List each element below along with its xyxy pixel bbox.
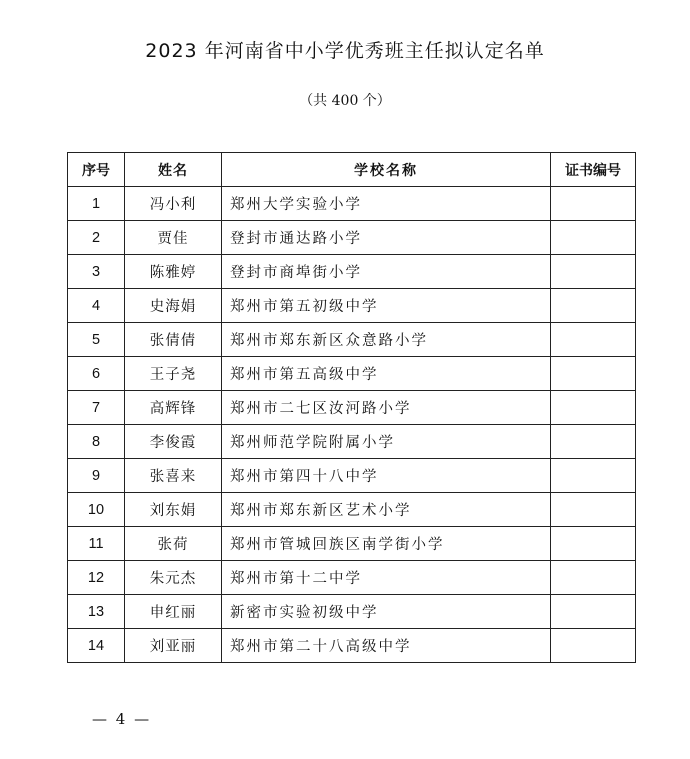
table-row — [68, 221, 636, 255]
row-number: 7 — [68, 391, 125, 425]
row-number: 6 — [68, 357, 125, 391]
row-school: 郑州市第五初级中学 — [222, 289, 551, 323]
row-school: 郑州大学实验小学 — [222, 187, 551, 221]
table-row — [68, 527, 636, 561]
row-certificate — [551, 255, 636, 289]
row-school: 郑州市第十二中学 — [222, 561, 551, 595]
row-number: 2 — [68, 221, 125, 255]
row-number: 10 — [68, 493, 125, 527]
row-number: 8 — [68, 425, 125, 459]
row-name: 张倩倩 — [125, 323, 222, 357]
row-name: 史海娟 — [125, 289, 222, 323]
row-certificate — [551, 595, 636, 629]
row-name: 冯小利 — [125, 187, 222, 221]
row-certificate — [551, 527, 636, 561]
table-row — [68, 323, 636, 357]
row-school: 郑州市郑东新区众意路小学 — [222, 323, 551, 357]
header-certificate: 证书编号 — [551, 153, 636, 187]
document-subtitle: （共 400 个） — [299, 93, 391, 109]
row-number: 11 — [68, 527, 125, 561]
row-number: 13 — [68, 595, 125, 629]
header-name: 姓名 — [125, 153, 222, 187]
row-name: 朱元杰 — [125, 561, 222, 595]
table-header-row — [68, 153, 636, 187]
row-name: 申红丽 — [125, 595, 222, 629]
row-certificate — [551, 629, 636, 663]
row-name: 陈雅婷 — [125, 255, 222, 289]
row-school: 郑州师范学院附属小学 — [222, 425, 551, 459]
row-number: 3 — [68, 255, 125, 289]
row-name: 张荷 — [125, 527, 222, 561]
table-row — [68, 425, 636, 459]
header-school: 学校名称 — [222, 153, 551, 187]
row-school: 登封市通达路小学 — [222, 221, 551, 255]
table-row — [68, 595, 636, 629]
row-school: 新密市实验初级中学 — [222, 595, 551, 629]
row-number: 14 — [68, 629, 125, 663]
row-school: 郑州市第五高级中学 — [222, 357, 551, 391]
row-certificate — [551, 187, 636, 221]
row-certificate — [551, 459, 636, 493]
row-number: 1 — [68, 187, 125, 221]
row-name: 刘东娟 — [125, 493, 222, 527]
row-number: 4 — [68, 289, 125, 323]
document-title: 2023 年河南省中小学优秀班主任拟认定名单 — [145, 40, 545, 62]
row-certificate — [551, 493, 636, 527]
row-name: 王子尧 — [125, 357, 222, 391]
page-number: — 4 — — [92, 710, 152, 728]
row-school: 郑州市二七区汝河路小学 — [222, 391, 551, 425]
table-row — [68, 187, 636, 221]
table-row — [68, 493, 636, 527]
row-certificate — [551, 323, 636, 357]
row-name: 张喜来 — [125, 459, 222, 493]
row-certificate — [551, 357, 636, 391]
row-school: 郑州市第二十八高级中学 — [222, 629, 551, 663]
row-number: 5 — [68, 323, 125, 357]
row-name: 刘亚丽 — [125, 629, 222, 663]
table-body — [68, 187, 636, 663]
row-school: 郑州市第四十八中学 — [222, 459, 551, 493]
row-number: 12 — [68, 561, 125, 595]
table-row — [68, 629, 636, 663]
roster-table — [67, 152, 636, 663]
row-certificate — [551, 289, 636, 323]
row-school: 郑州市管城回族区南学街小学 — [222, 527, 551, 561]
table-row — [68, 391, 636, 425]
header-number: 序号 — [68, 153, 125, 187]
row-certificate — [551, 425, 636, 459]
row-certificate — [551, 391, 636, 425]
row-name: 贾佳 — [125, 221, 222, 255]
table-row — [68, 561, 636, 595]
table-row — [68, 459, 636, 493]
row-school: 登封市商埠街小学 — [222, 255, 551, 289]
table-row — [68, 255, 636, 289]
row-certificate — [551, 221, 636, 255]
row-number: 9 — [68, 459, 125, 493]
row-name: 李俊霞 — [125, 425, 222, 459]
row-name: 高辉锋 — [125, 391, 222, 425]
row-certificate — [551, 561, 636, 595]
table-row — [68, 357, 636, 391]
table-row — [68, 289, 636, 323]
row-school: 郑州市郑东新区艺术小学 — [222, 493, 551, 527]
